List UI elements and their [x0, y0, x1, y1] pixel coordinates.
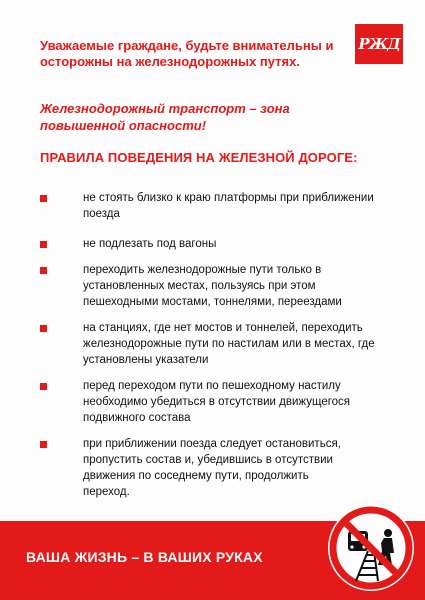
rule-item: [40, 262, 380, 310]
rule-text: переходить железнодорожные пути только в установленных местах, пользуясь при этом пешеходными мостами, тоннелями, переездами: [83, 264, 342, 308]
footer-slogan: ВАША ЖИЗНЬ – В ВАШИХ РУКАХ: [26, 549, 263, 565]
rule-item: [40, 436, 353, 500]
rule-text: не подлезать под вагоны: [83, 238, 217, 250]
bullet-square-icon: [40, 325, 47, 332]
bullet-square-icon: [40, 441, 47, 448]
rule-text: на станциях, где нет мостов и тоннелей, переходить железнодорожные пути по настилам или в местах, где установлены указатели: [83, 322, 375, 366]
logo-text: РЖД: [358, 35, 400, 53]
bullet-square-icon: [40, 241, 47, 248]
rule-text: при приближении поезда следует остановиться, пропустить состав и, убедившись в отсутствии движения по соседнему пути, продолжить переход.: [83, 438, 341, 498]
rule-item: [40, 236, 380, 252]
bullet-square-icon: [40, 383, 47, 390]
rule-text: не стоять близко к краю платформы при приближении поезда: [83, 192, 374, 220]
bullet-square-icon: [40, 195, 47, 202]
rule-item: [40, 320, 380, 368]
subheadline: Железнодорожный транспорт – зона повышенной опасности!: [40, 101, 290, 133]
rule-item: [40, 378, 380, 426]
rule-text: перед переходом пути по пешеходному настилу необходимо убедиться в отсутствии движущегося подвижного состава: [83, 380, 351, 424]
headline: Уважаемые граждане, будьте внимательны и осторожны на железнодорожных путях.: [40, 38, 334, 69]
bullet-square-icon: [40, 267, 47, 274]
rule-item: [40, 190, 380, 222]
rules-list: [40, 190, 380, 500]
rules-title: ПРАВИЛА ПОВЕДЕНИЯ НА ЖЕЛЕЗНОЙ ДОРОГЕ:: [40, 150, 358, 165]
no-crossing-before-train-icon: [326, 503, 416, 593]
rzd-logo-icon: [355, 24, 403, 64]
